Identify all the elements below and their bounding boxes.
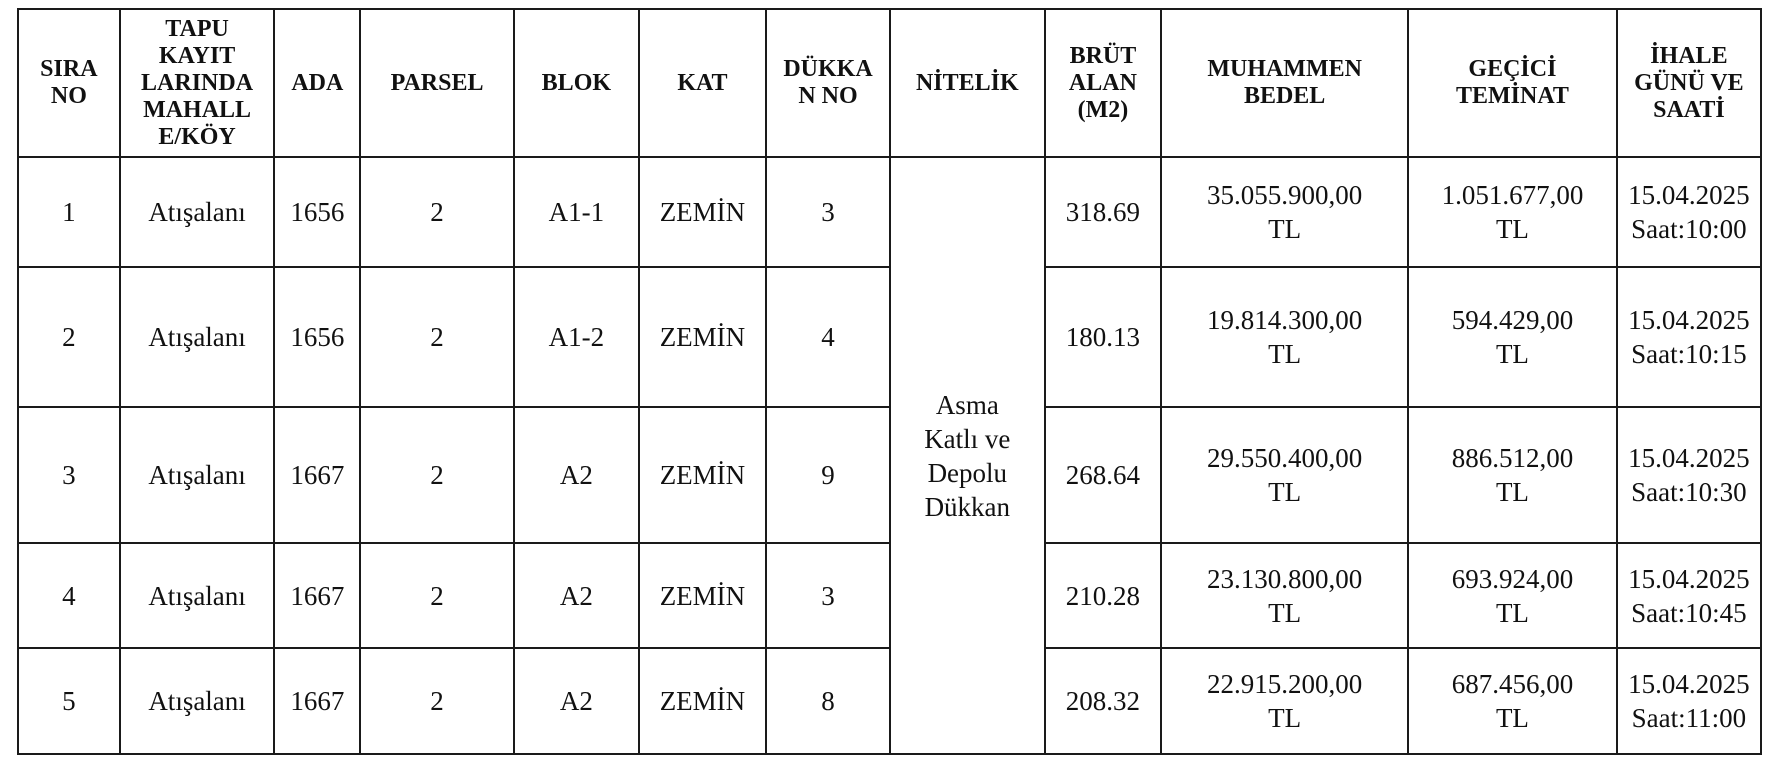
amount-value: 29.550.400,00 [1207,443,1363,473]
header-sira-no [18,9,120,157]
cell-dukkan-no: 4 [766,267,890,407]
cell-gecici-teminat [1408,267,1617,407]
cell-ada: 1667 [274,648,360,754]
currency-label: TL [1495,703,1529,733]
cell-ihale [1617,648,1761,754]
auction-time: Saat:10:45 [1631,597,1747,628]
header-muhammen-bedel [1161,9,1408,157]
currency-label: TL [1268,597,1302,628]
cell-kat: ZEMİN [639,267,766,407]
header-blok [514,9,639,157]
header-line: SIRA [40,56,98,82]
cell-ada: 1656 [274,157,360,267]
cell-dukkan-no: 8 [766,648,890,754]
auction-time: Saat:10:15 [1631,339,1747,369]
header-line: GÜNÜ VE [1634,69,1744,96]
header-nitelik [890,9,1045,157]
cell-sira: 1 [18,157,120,267]
nitelik-line: Depolu [927,457,1008,488]
nitelik-line: Asma [935,389,999,420]
header-line: PARSEL [390,69,484,96]
cell-parsel: 2 [360,648,514,754]
amount-value: 35.055.900,00 [1207,180,1363,210]
cell-kat: ZEMİN [639,407,766,543]
header-gecici-teminat [1408,9,1617,157]
header-line: GEÇİCİ [1468,56,1557,82]
header-line: MUHAMMEN [1207,56,1362,82]
amount-value: 23.130.800,00 [1207,563,1363,594]
cell-brut-alan: 208.32 [1045,648,1162,754]
header-line: (M2) [1077,96,1129,123]
currency-label: TL [1268,477,1302,507]
header-line: İHALE [1650,42,1728,69]
cell-mahalle: Atışalanı [120,267,275,407]
cell-mahalle: Atışalanı [120,648,275,754]
cell-brut-alan: 180.13 [1045,267,1162,407]
auction-table [17,8,1762,755]
cell-brut-alan: 318.69 [1045,157,1162,267]
auction-time: Saat:10:30 [1631,477,1747,507]
cell-blok: A1-1 [514,157,639,267]
cell-dukkan-no: 3 [766,157,890,267]
table-row [18,267,1761,407]
cell-muhammen-bedel [1161,543,1408,648]
auction-date: 15.04.2025 [1628,443,1750,473]
amount-value: 22.915.200,00 [1207,669,1363,699]
cell-parsel: 2 [360,543,514,648]
cell-mahalle: Atışalanı [120,157,275,267]
header-line: LARINDA [141,69,254,96]
cell-parsel: 2 [360,157,514,267]
header-line: MAHALL [143,96,252,123]
header-line: NİTELİK [915,69,1019,96]
header-row [18,9,1761,157]
cell-muhammen-bedel [1161,157,1408,267]
cell-sira: 4 [18,543,120,648]
currency-label: TL [1495,477,1529,507]
cell-kat: ZEMİN [639,157,766,267]
cell-ihale [1617,407,1761,543]
cell-blok: A2 [514,648,639,754]
header-line: DÜKKA [783,56,873,82]
cell-gecici-teminat [1408,543,1617,648]
currency-label: TL [1495,597,1529,628]
header-line: BEDEL [1243,83,1326,109]
header-line: KAT [677,69,728,96]
auction-date: 15.04.2025 [1628,180,1750,210]
cell-ada: 1667 [274,543,360,648]
cell-parsel: 2 [360,267,514,407]
table-row [18,407,1761,543]
header-brut-alan [1045,9,1162,157]
currency-label: TL [1268,339,1302,369]
nitelik-line: Katlı ve [924,423,1011,454]
currency-label: TL [1495,214,1529,244]
cell-blok: A1-2 [514,267,639,407]
cell-gecici-teminat [1408,407,1617,543]
auction-date: 15.04.2025 [1628,563,1750,594]
cell-muhammen-bedel [1161,407,1408,543]
cell-dukkan-no: 9 [766,407,890,543]
header-line: ALAN [1068,69,1137,96]
cell-dukkan-no: 3 [766,543,890,648]
header-line: NO [50,83,87,109]
header-line: KAYIT [158,42,236,69]
cell-blok: A2 [514,407,639,543]
amount-value: 1.051.677,00 [1441,180,1584,210]
cell-sira: 5 [18,648,120,754]
cell-ada: 1667 [274,407,360,543]
auction-date: 15.04.2025 [1628,305,1750,335]
cell-ada: 1656 [274,267,360,407]
cell-mahalle: Atışalanı [120,543,275,648]
header-ada [274,9,360,157]
cell-blok: A2 [514,543,639,648]
cell-kat: ZEMİN [639,648,766,754]
header-line: SAATİ [1653,96,1725,123]
header-line: ADA [291,69,344,96]
auction-date: 15.04.2025 [1628,669,1750,699]
amount-value: 687.456,00 [1451,669,1574,699]
auction-time: Saat:10:00 [1631,214,1747,244]
header-line: BRÜT [1069,42,1137,69]
cell-gecici-teminat [1408,157,1617,267]
header-line: N NO [798,83,858,109]
cell-sira: 2 [18,267,120,407]
nitelik-line: Dükkan [924,491,1011,522]
amount-value: 594.429,00 [1451,305,1574,335]
table-row [18,543,1761,648]
cell-mahalle: Atışalanı [120,407,275,543]
amount-value: 19.814.300,00 [1207,305,1363,335]
header-dukkan-no [766,9,890,157]
amount-value: 693.924,00 [1451,563,1574,594]
cell-gecici-teminat [1408,648,1617,754]
cell-kat: ZEMİN [639,543,766,648]
currency-label: TL [1268,703,1302,733]
cell-brut-alan: 210.28 [1045,543,1162,648]
cell-ihale [1617,543,1761,648]
cell-ihale [1617,157,1761,267]
currency-label: TL [1495,339,1529,369]
cell-muhammen-bedel [1161,648,1408,754]
header-line: BLOK [541,69,612,96]
header-tapu-mahalle [120,9,275,157]
table-row [18,157,1761,267]
cell-brut-alan: 268.64 [1045,407,1162,543]
cell-ihale [1617,267,1761,407]
currency-label: TL [1268,214,1302,244]
cell-nitelik-merged [890,157,1045,754]
auction-time: Saat:11:00 [1631,703,1747,733]
header-parsel [360,9,514,157]
cell-muhammen-bedel [1161,267,1408,407]
header-line: E/KÖY [158,123,236,150]
table-row [18,648,1761,754]
header-line: TEMİNAT [1455,83,1569,109]
header-line: TAPU [165,15,229,42]
cell-parsel: 2 [360,407,514,543]
header-ihale-gunu-saati [1617,9,1761,157]
amount-value: 886.512,00 [1451,443,1574,473]
cell-sira: 3 [18,407,120,543]
header-kat [639,9,766,157]
